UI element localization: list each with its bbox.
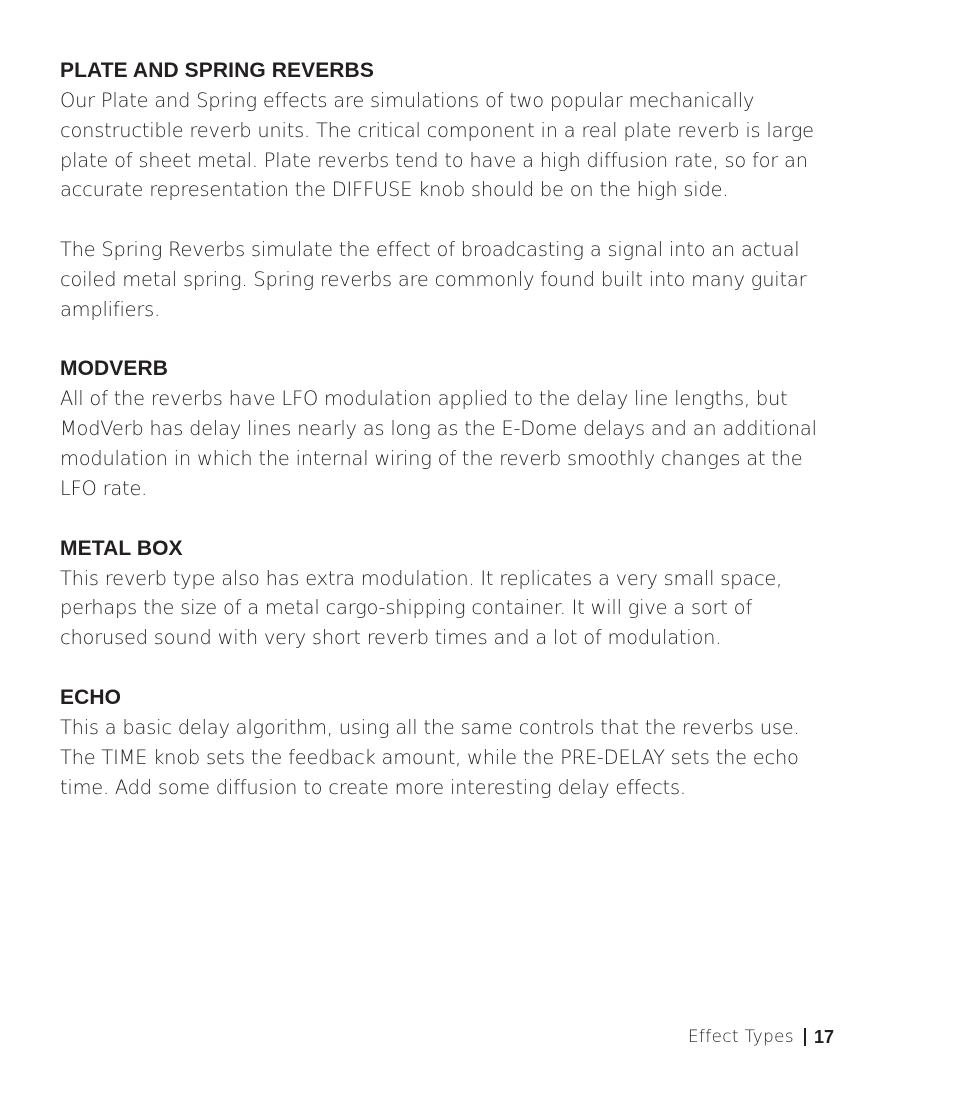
section-paragraph: This reverb type also has extra modulation. It replicates a very small space, perhaps the size of a metal cargo-shipping container. It will give a sort of chorused sound with very short reverb times and a lot of modulation.: [60, 566, 783, 650]
section-metal-box: [60, 534, 840, 653]
section-heading: MODVERB: [60, 357, 169, 381]
page-content: [60, 56, 840, 832]
section-heading: ECHO: [60, 685, 122, 709]
page-number: 17: [813, 1026, 834, 1047]
section-paragraph: Our Plate and Spring effects are simulations of two popular mechanically constructible reverb units. The critical component in a real plate reverb is large plate of sheet metal. Plate reverbs tend to have a high diffusion rate, so for an accurate representation the DIFFUSE knob should be on the high side.: [60, 89, 814, 202]
section-paragraph: The Spring Reverbs simulate the effect of broadcasting a signal into an actual coiled metal spring. Spring reverbs are commonly found built into many guitar amplifiers.: [60, 237, 807, 321]
section-heading: PLATE AND SPRING REVERBS: [60, 59, 374, 82]
footer-section-label: Effect Types: [687, 1027, 794, 1047]
section-modverb: [60, 354, 840, 503]
footer-divider: [804, 1028, 806, 1046]
section-plate-and-spring-reverbs: [60, 56, 840, 324]
page-footer: [688, 1023, 834, 1051]
section-paragraph: This a basic delay algorithm, using all the same controls that the reverbs use. The TIME knob sets the feedback amount, while the PRE-DELAY sets the echo time. Add some diffusion to create more interesting delay effects.: [60, 715, 800, 799]
section-echo: [60, 683, 840, 802]
section-heading: METAL BOX: [60, 536, 183, 560]
section-paragraph: All of the reverbs have LFO modulation applied to the delay line lengths, but ModVerb has delay lines nearly as long as the E-Dome delays and an additional modulation in which the internal wiring of the reverb smoothly changes at the LFO rate.: [60, 387, 817, 500]
